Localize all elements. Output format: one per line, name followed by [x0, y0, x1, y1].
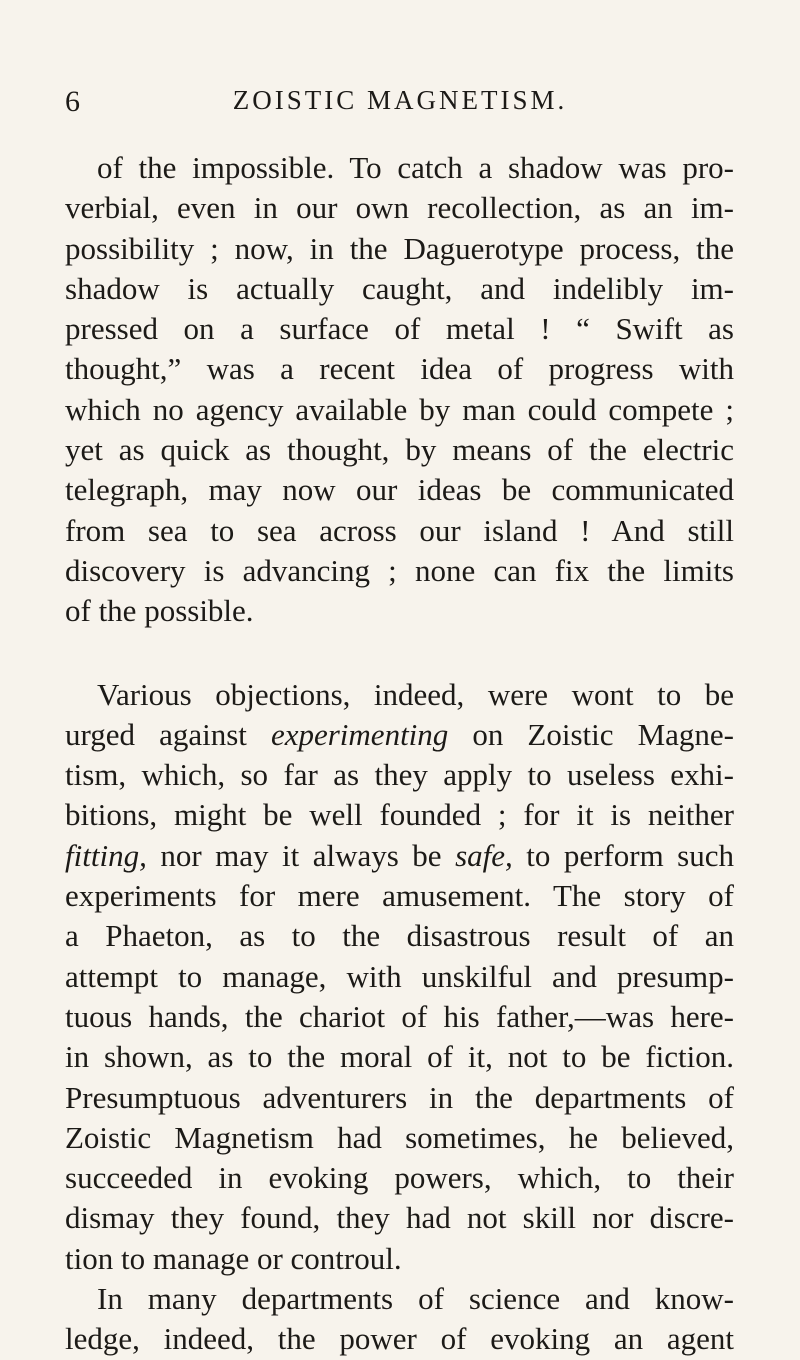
text-line: succeeded in evoking powers, which, to their	[65, 1160, 734, 1196]
text-line: from sea to sea across our island ! And still	[65, 512, 734, 548]
text-line: in shown, as to the moral of it, not to be fiction.	[65, 1039, 734, 1075]
text-line: a Phaeton, as to the disastrous result of an	[65, 918, 734, 954]
text-line: fitting, nor may it always be safe, to perform such	[65, 837, 734, 873]
text-line: tism, which, so far as they apply to useless exhi-	[65, 757, 734, 793]
text-line: telegraph, may now our ideas be communicated	[65, 472, 734, 508]
text-line: ledge, indeed, the power of evoking an agent	[65, 1321, 734, 1357]
text-line: Various objections, indeed, were wont to be	[97, 676, 734, 712]
text-line: tuous hands, the chariot of his father,—was here-	[65, 998, 734, 1034]
text-line: verbial, even in our own recollection, as an im-	[65, 190, 734, 226]
running-title: ZOISTIC MAGNETISM.	[232, 85, 568, 115]
text-line: urged against experimenting on Zoistic Magne-	[65, 716, 734, 752]
italic-text: experimenting	[270, 716, 449, 752]
text-line: possibility ; now, in the Daguerotype process, the	[65, 230, 734, 266]
paragraph	[65, 148, 734, 632]
text-line: yet as quick as thought, by means of the electric	[65, 432, 734, 468]
text-line: pressed on a surface of metal ! “ Swift as	[65, 311, 734, 347]
text-line: dismay they found, they had not skill nor discre-	[65, 1200, 734, 1236]
text-line: of the possible.	[65, 593, 254, 629]
text-line: attempt to manage, with unskilful and presump-	[65, 958, 734, 994]
page-header	[65, 85, 735, 125]
text-line: discovery is advancing ; none can fix the limits	[65, 552, 734, 588]
page-number: 6	[65, 85, 80, 118]
text-line: bitions, might be well founded ; for it is neither	[65, 797, 734, 833]
text-line: Presumptuous adventurers in the departments of	[65, 1079, 734, 1115]
text-line: experiments for mere amusement. The story of	[65, 878, 734, 914]
text-line: shadow is actually caught, and indelibly im-	[65, 270, 734, 306]
paragraph	[65, 1279, 734, 1360]
page-body	[65, 148, 734, 1360]
text-line: thought,” was a recent idea of progress with	[65, 351, 734, 387]
italic-text: safe,	[455, 837, 513, 873]
text-line: Zoistic Magnetism had sometimes, he believed,	[65, 1119, 734, 1155]
text-line: In many departments of science and know-	[97, 1281, 734, 1317]
italic-text: fitting,	[65, 837, 147, 873]
text-line: which no agency available by man could compete ;	[65, 391, 734, 427]
paragraph	[65, 675, 734, 1279]
text-line: tion to manage or controul.	[65, 1240, 402, 1276]
text-line: of the impossible. To catch a shadow was pro-	[97, 150, 734, 185]
